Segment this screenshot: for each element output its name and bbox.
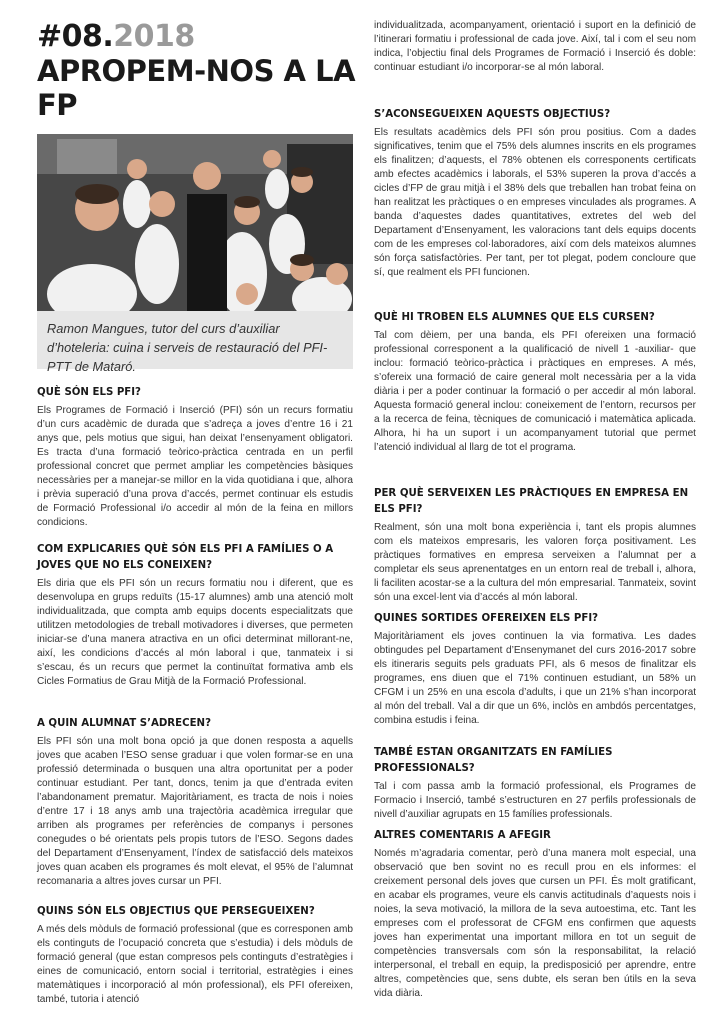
section-body: Realment, són una molt bona experiència i, tant els propis alumnes com els mateixos empresaris, les valoren força positivament. Les pràctiques formatives en empresa serveixen a l’alumnat per a completar els seus aprenentatges en un entorn real de treball i, alhora, li faciliten acostar-se a la cultura del món empresarial. Tanmateix, sovint són una excel·lent via d’accés al món laboral.: [374, 522, 696, 603]
group-photo-illustration: [37, 134, 353, 311]
issue-number: #08.: [37, 19, 114, 54]
section-a-quin-alumnat: [37, 716, 353, 889]
section-heading: TAMBÉ ESTAN ORGANITZATS EN FAMÍLIES PROFESSIONALS?: [374, 747, 613, 774]
section-body: individualitzada, acompanyament, orientació i suport en la definició de l’itinerari formatiu i professional de cada jove. Així, tal i com el seu nom indica, l’objectiu final dels Programes de Formació i Inserció és doble: continuar estudiant i/o incorporar-se al món laboral.: [374, 20, 696, 73]
issue-label: [37, 20, 195, 54]
section-aconsegueixen: [374, 107, 696, 280]
section-que-son-pfi: [37, 385, 353, 530]
section-body: Els resultats acadèmics dels PFI són prou positius. Com a dades significatives, tenim que el 75% dels alumnes inscrits en els programes els finalitzen; d’aquests, el 78% obtenen els corresponents certificats amb efectes acadèmics i laborals, el 53% superen la prova d’accés a cicles d’FP de grau mitjà i el 38% dels que treballen han trobat feina on han realitzat les pràctiques o en empreses vinculades als programes. A banda d’aquestes dades quantitatives, extretes del web del Departament d’Ensenyament, les valoracions tant dels equips docents com de les empreses col·laboradores, així com dels mateixos alumnes són força satisfactòries. Per tant, per tot plegat, podem concloure que sí, que realment els PFI funcionen.: [374, 127, 696, 278]
section-body: Majoritàriament els joves continuen la via formativa. Les dades obtingudes pel Departament d’Ensenymanet del curs 2016-2017 sobre els itineraris seguits pels graduats PFI, als 6 mesos de finalitzar els programes, ens diuen que el 71% continuen estudiant, un 58% un CFGM i un 25% en una escola d’adults, i que un 21% s’han incorporat al món del treball. Val a dir que un 6%, inclòs en ambdós percentatges, combina estudis i feina.: [374, 631, 696, 726]
section-body: Els Programes de Formació i Inserció (PFI) són un recurs formatiu d’un curs acadèmic de durada que s’adreça a joves d’entre 16 i 21 anys que, pels motius que sigui, han deixat l’ensenyament obligatori. Es tracta d’una formació teòrico-pràctica centrada en un perfil professional concret que permet ampliar les competències bàsiques necessàries per a manejar-se millor en la vida quotidiana i que, alhora i prèvia superació d’una prova d’accés, permet continuar els estudis de Formació Professional i/o accedir al món de la feina en millors condicions.: [37, 405, 353, 528]
section-heading: PER QUÈ SERVEIXEN LES PRÀCTIQUES EN EMPRESA EN ELS PFI?: [374, 488, 689, 515]
section-body: Els PFI són una molt bona opció ja que donen resposta a aquells joves que acaben l’ESO sense graduar i que volen formar-se en una professió determinada o busquen una altra oportunitat per a poder continuar estudiant. Per tant, doncs, tenim ja que d’entrada eviten l’abandonament prematur. Majoritàriament, es tracta de nois i noies d’entre 17 i 18 anys amb una trajectòria acadèmica irregular que arriben als programes per referències de companys i persones conegudes o bé orientats pels propis tutors de l’ESO. Segons dades del Departament d’Ensenyament, l’índex de satisfacció dels mateixos joves quan acaben els programes és molt elevat, el 95% de l’alumnat recomanaria a altres joves cursar un PFI.: [37, 736, 353, 887]
section-body: Tal com dèiem, per una banda, els PFI ofereixen una formació professional corresponent a la qualificació de nivell 1 -auxiliar- que inclou: formació teòrico-pràctica i pràctiques en empreses. A més, s’ofereix una formació de caire general molt necessària per a la vida diària i per a poder continuar la formació o per accedir al món laboral. Aquesta formació general inclou: coneixement de l’entorn, recursos per a la recerca de feina, tècniques de comunicació i matemàtica aplicada. Alhora, hi ha un suport i un acompanyament tutorial que permet l’atenció individual al llarg de tot el programa.: [374, 330, 696, 453]
section-sortides: [374, 611, 696, 728]
issue-year: 2018: [113, 19, 195, 54]
section-heading: QUÈ SÓN ELS PFI?: [37, 387, 141, 398]
section-heading: A QUIN ALUMNAT S’ADRECEN?: [37, 718, 211, 729]
section-heading: COM EXPLICARIES QUÈ SÓN ELS PFI A FAMÍLIES O A JOVES QUE NO ELS CONEIXEN?: [37, 544, 334, 571]
article-photo: [37, 134, 353, 311]
section-body: Només m’agradaria comentar, però d’una manera molt especial, una observació que ben sovint no es recull prou en els informes: el creixement personal dels joves que cursen un PFI. És molt gratificant, en acabar els programes, veure els canvis actitudinals d’aquests nois i noies, la seva motivació, la millora de la seva autoestima, etc. Tant les empreses com el professorat de CFGM ens confirmen que aquests joves han experimentat una important millora en tot un seguit de competències transversals com són la responsabilitat, la relació interpersonal, el treball en equip, la predisposició per aprendre, entre altres, competències que, sens dubte, els seran ben útils en la seva vida diària.: [374, 848, 696, 999]
page-title: APROPEM-NOS A LA FP: [37, 54, 356, 122]
section-objectius-continued: [374, 19, 696, 75]
section-objectius: [37, 904, 353, 1007]
section-heading: ALTRES COMENTARIS A AFEGIR: [374, 830, 551, 841]
section-que-hi-troben: [374, 310, 696, 455]
photo-caption: Ramon Mangues, tutor del curs d’auxiliar d’hoteleria: cuina i serveis de restauració del PFI-PTT de Mataró.: [37, 311, 353, 369]
section-heading: QUINES SORTIDES OFEREIXEN ELS PFI?: [374, 613, 599, 624]
section-families: [374, 745, 696, 822]
section-heading: QUÈ HI TROBEN ELS ALUMNES QUE ELS CURSEN?: [374, 312, 655, 323]
section-altres-comentaris: [374, 828, 696, 1001]
section-body: Els diria que els PFI són un recurs formatiu nou i diferent, que es desenvolupa en grups reduïts (15-17 alumnes) amb una atenció molt individualitzada, que compta amb equips docents especialitzats que utilitzen metodologies de treball motivadores i diverses, que permeten iniciar-se d’una manera atractiva en un ofici determinat millorant-ne, així, les condicions d’accés al món laboral i que, tanmateix i si s’escau, és un recurs que permet la continuïtat formativa amb els Cicles Formatius de Grau Mitjà de la Formació Professional.: [37, 578, 353, 687]
section-heading: S’ACONSEGUEIXEN AQUESTS OBJECTIUS?: [374, 109, 611, 120]
section-body: Tal i com passa amb la formació professional, els Programes de Formacio i Inserció, també s’estructuren en 27 perfils professionals de nivell d’auxiliar agrupats en 15 famílies professionals.: [374, 781, 696, 820]
section-practiques: [374, 486, 696, 605]
section-body: A més dels mòduls de formació professional (que es corresponen amb els continguts de l’ocupació concreta que s’estudia) i dels mòduls de formació general (que estan compresos pels continguts d’estratègies i eines de comunicació, entorn social i territorial, estratègies i eines matemàtiques i incorporació al món professional), els PFI ofereixen, també, tutoria i atenció: [37, 924, 353, 1005]
section-heading: QUINS SÓN ELS OBJECTIUS QUE PERSEGUEIXEN?: [37, 906, 315, 917]
section-com-explicaries: [37, 542, 353, 689]
